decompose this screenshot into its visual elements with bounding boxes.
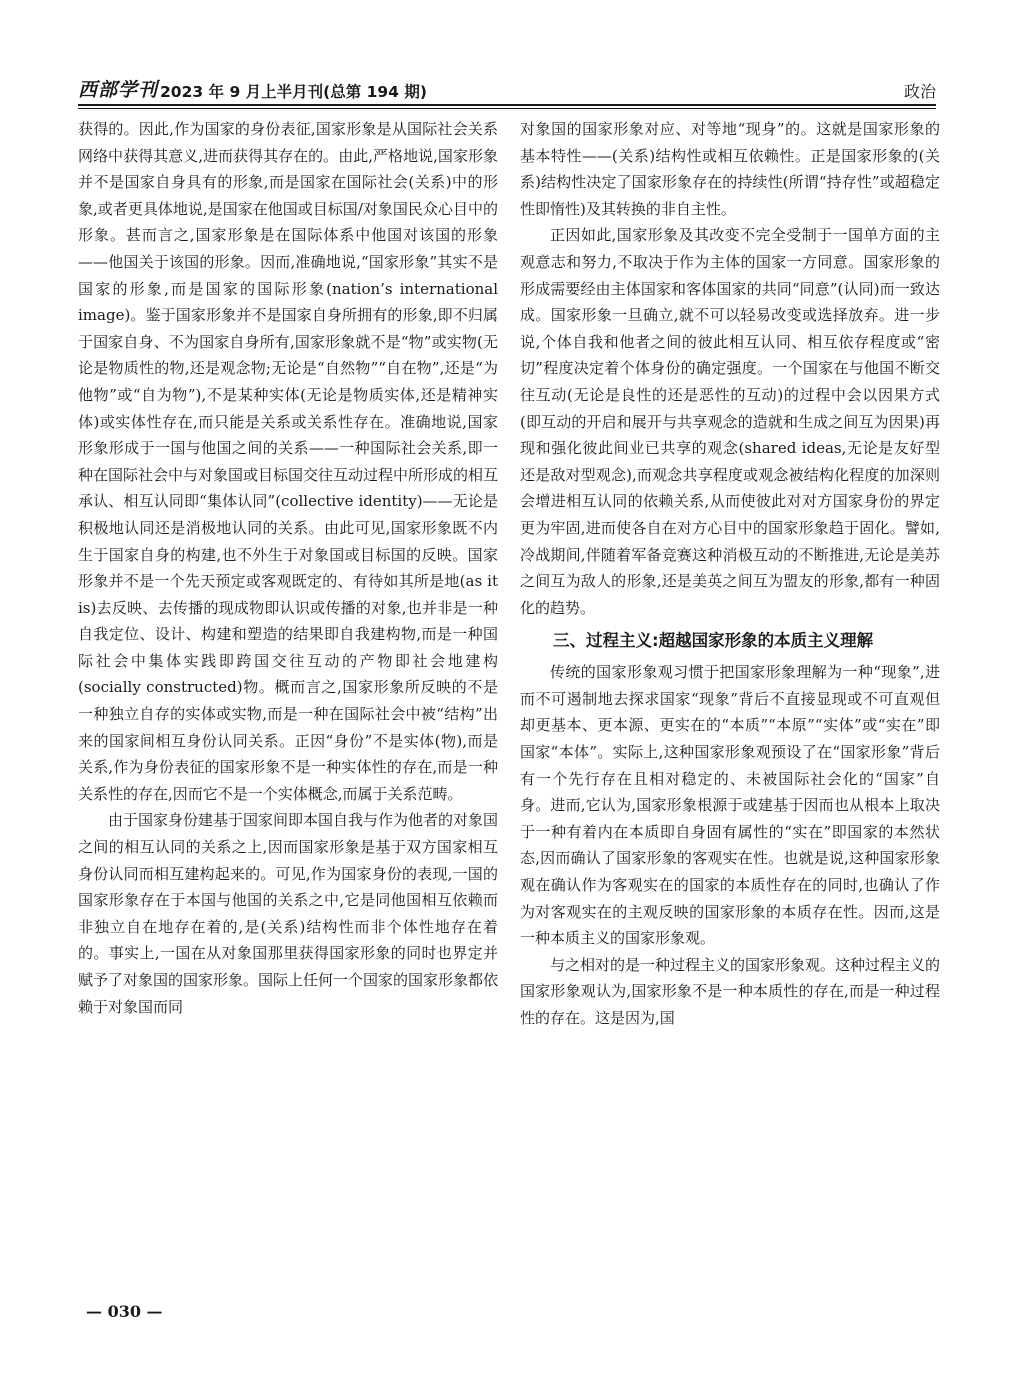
body-paragraph: 传统的国家形象观习惯于把国家形象理解为一种“现象”,进而不可遏制地去探求国家“现象”背后不直接显现或不可直观但却更基本、更本源、更实在的“本质”“本原”“实体”或“实在”即国家“本体”。实际上,这种国家形象观预设了在“国家形象”背后有一个先行存在且相对稳定的、未被国际社会化的“国家”自身。进而,它认为,国家形象根源于或建基于因而也从根本上取决于一种有着内在本质即自身固有属性的“实在”即国家的本然状态,因而确认了国家形象的客观实在性。也就是说,这种国家形象观在确认作为客观实在的国家的本质性存在的同时,也确认了作为对客观实在的主观反映的国家形象的本质存在性。因而,这是一种本质主义的国家形象观。	[520, 663, 940, 948]
body-paragraph: 对象国的国家形象对应、对等地“现身”的。这就是国家形象的基本特性——(关系)结构性或相互依赖性。正是国家形象的(关系)结构性决定了国家形象存在的持续性(所谓“持存性”或超稳定性即惰性)及其转换的非自主性。	[520, 120, 940, 218]
page-number: — 030 —	[86, 1302, 163, 1321]
issue-info: 2023 年 9 月上半月刊(总第 194 期)	[160, 83, 427, 101]
body-paragraph: 获得的。因此,作为国家的身份表征,国家形象是从国际社会关系网络中获得其意义,进而获得其存在的。由此,严格地说,国家形象并不是国家自身具有的形象,而是国家在国际社会(关系)中的形象,或者更具体地说,是国家在他国或目标国/对象国民众心目中的形象。甚而言之,国家形象是在国际体系中他国对该国的形象——他国关于该国的形象。因而,准确地说,“国家形象”其实不是国家的形象,而是国家的国际形象(nation’s international image)。鉴于国家形象并不是国家自身所拥有的形象,即不归属于国家自身、不为国家自身所有,国家形象就不是“物”或实物(无论是物质性的物,还是观念物;无论是“自然物”“自在物”,还是“为他物”或“自为物”),不是某种实体(无论是物质实体,还是精神实体)或实体性存在,而只能是关系或关系性存在。准确地说,国家形象形成于一国与他国之间的关系——一种国际社会关系,即一种在国际社会中与对象国或目标国交往互动过程中所形成的相互承认、相互认同即“集体认同”(collective identity)——无论是积极地认同还是消极地认同的关系。由此可见,国家形象既不内生于国家自身的构建,也不外生于对象国或目标国的反映。国家形象并不是一个先天预定或客观既定的、有待如其所是地(as it is)去反映、去传播的现成物即认识或传播的对象,也并非是一种自我定位、设计、构建和塑造的结果即自我建构物,而是一种国际社会中集体实践即跨国交往互动的产物即社会地建构(socially constructed)物。概而言之,国家形象所反映的不是一种独立自存的实体或实物,而是一种在国际社会中被“结构”出来的国家间相互身份认同关系。正因“身份”不是实体(物),而是关系,作为身份表征的国家形象不是一种实体性的存在,而是一种关系性的存在,因而它不是一个实体概念,而属于关系范畴。	[78, 120, 498, 803]
running-header	[78, 74, 936, 102]
body-paragraph: 由于国家身份建基于国家间即本国自我与作为他者的对象国之间的相互认同的关系之上,因而国家形象是基于双方国家相互身份认同而相互建构起来的。可见,作为国家身份的表现,一国的国家形象存在于本国与他国的关系之中,它是同他国相互依赖而非独立自在地存在着的,是(关系)结构性而非个体性地存在着的。事实上,一国在从对象国那里获得国家形象的同时也界定并赋予了对象国的国家形象。国际上任何一个国家的国家形象都依赖于对象国而同	[78, 811, 498, 1016]
journal-name: 西部学刊	[78, 79, 159, 101]
section-heading: 三、过程主义:超越国家形象的本质主义理解	[553, 631, 874, 651]
right-column	[520, 116, 940, 1306]
section-label: 政治	[903, 82, 936, 101]
body-paragraph: 正因如此,国家形象及其改变不完全受制于一国单方面的主观意志和努力,不取决于作为主体的国家一方同意。国家形象的形成需要经由主体国家和客体国家的共同“同意”(认同)而一致达成。国家形象一旦确立,就不可以轻易改变或选择放弃。进一步说,个体自我和他者之间的彼此相互认同、相互依存程度或“密切”程度决定着个体身份的确定强度。一个国家在与他国不断交往互动(无论是良性的还是恶性的互动)的过程中会以因果方式(即互动的开启和展开与共享观念的造就和生成之间互为因果)再现和强化彼此间业已共享的观念(shared ideas,无论是友好型还是敌对型观念),而观念共享程度或观念被结构化程度的加深则会增进相互认同的依赖关系,从而使彼此对对方国家身份的界定更为牢固,进而使各自在对方心目中的国家形象趋于固化。譬如,冷战期间,伴随着军备竞赛这种消极互动的不断推进,无论是美苏之间互为敌人的形象,还是美英之间互为盟友的形象,都有一种固化的趋势。	[520, 226, 940, 617]
body-paragraph: 与之相对的是一种过程主义的国家形象观。这种过程主义的国家形象观认为,国家形象不是一种本质性的存在,而是一种过程性的存在。这是因为,国	[520, 955, 940, 1027]
journal-info	[78, 75, 427, 102]
left-column	[78, 116, 498, 1306]
header-rule-thick	[78, 104, 936, 106]
header-rule-thin	[78, 108, 936, 109]
